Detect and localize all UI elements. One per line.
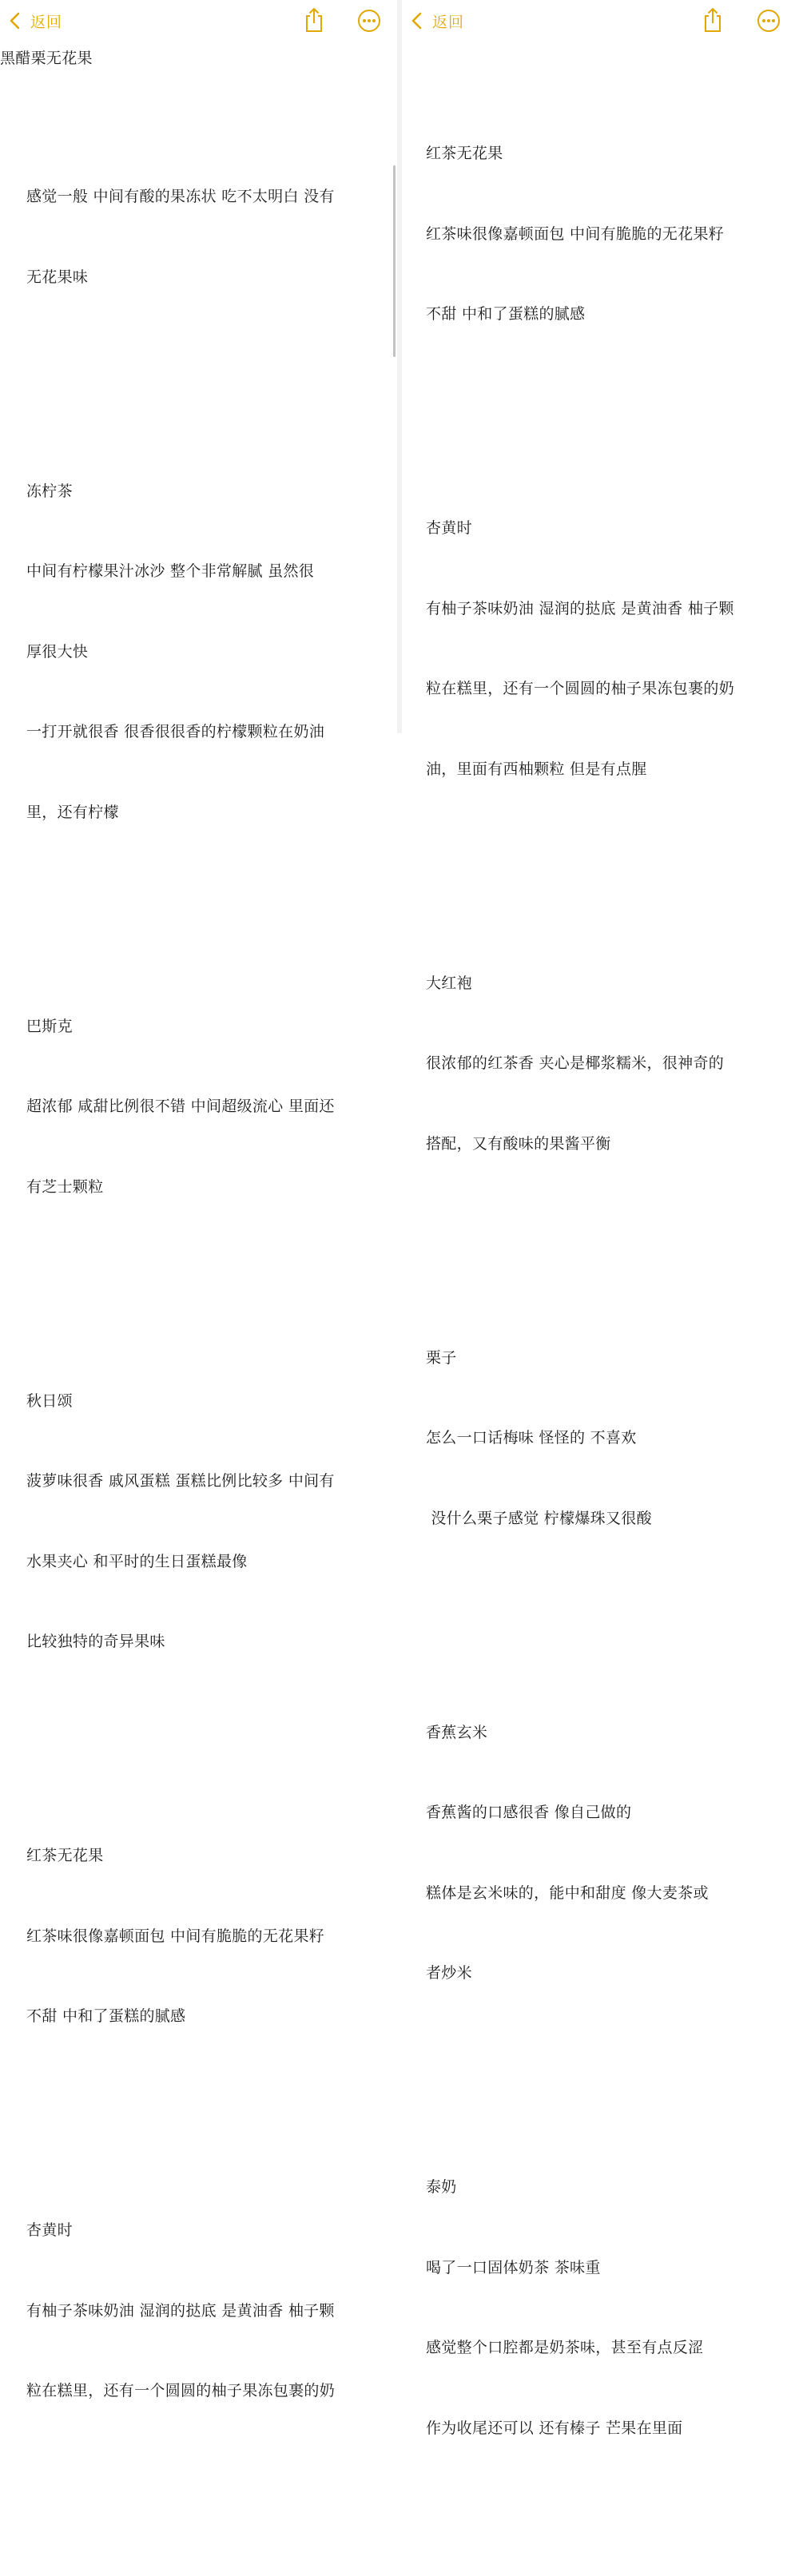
note-line: 感觉一般 中间有酸的果冻状 吃不太明白 没有 xyxy=(26,188,335,205)
more-icon[interactable] xyxy=(357,9,381,33)
note-line: 油，里面有西柚颗粒 但是有点腥 xyxy=(426,760,647,778)
note-line: 有柚子茶味奶油 湿润的挞底 是黄油香 柚子颗 xyxy=(26,2301,335,2320)
nav-bar xyxy=(0,0,397,42)
section-heading: 大红袍 xyxy=(426,974,472,992)
section-heading: 秋日颂 xyxy=(26,1391,73,1410)
section-heading: 杏黄时 xyxy=(26,2221,73,2239)
note-line: 超浓郁 咸甜比例很不错 中间超级流心 里面还 xyxy=(26,1097,335,1115)
note-section xyxy=(426,917,777,1212)
note-line: 粒在糕里，还有一个圆圆的柚子果冻包裹的奶 xyxy=(426,680,735,697)
note-line: 不甜 中和了蛋糕的腻感 xyxy=(426,305,586,323)
nav-bar xyxy=(402,0,799,50)
note-line: 怎么一口话梅味 怪怪的 不喜欢 xyxy=(426,1429,637,1447)
note-line: 粒在糕里，还有一个圆圆的柚子果冻包裹的奶 xyxy=(26,2382,336,2399)
note-line: 厚很大快 xyxy=(26,642,89,661)
note-line: 无花果味 xyxy=(26,268,89,286)
note-line: 有芝士颗粒 xyxy=(26,1177,104,1196)
note-section xyxy=(26,1335,378,1709)
note-body[interactable] xyxy=(26,77,378,2538)
note-line: 者炒米 xyxy=(426,1964,472,1982)
note-line: 有柚子茶味奶油 湿润的挞底 是黄油香 柚子颗 xyxy=(426,599,734,617)
note-title: 黑醋栗无花果 xyxy=(0,50,93,67)
share-icon[interactable] xyxy=(302,6,326,34)
note-section xyxy=(426,462,777,836)
note-line: 里，还有柠檬 xyxy=(26,803,119,821)
note-line: 香蕉酱的口感很香 像自己做的 xyxy=(426,1804,632,1821)
note-line: 喝了一口固体奶茶 茶味重 xyxy=(426,2258,601,2276)
note-line: 红茶味很像嘉顿面包 中间有脆脆的无花果籽 xyxy=(26,1927,325,1945)
section-heading: 冻柠茶 xyxy=(26,482,73,500)
note-line: 搭配，又有酸味的果酱平衡 xyxy=(426,1134,611,1153)
note-pane-left xyxy=(0,0,397,2399)
note-line: 很浓郁的红茶香 夹心是椰浆糯米，很神奇的 xyxy=(426,1054,725,1072)
note-body[interactable] xyxy=(426,34,777,2576)
section-heading: 香蕉玄米 xyxy=(426,1723,488,1741)
note-line: 糕体是玄米味的，能中和甜度 像大麦茶或 xyxy=(426,1883,709,1902)
back-label: 返回 xyxy=(432,13,465,31)
note-line: 作为收尾还可以 还有榛子 芒果在里面 xyxy=(426,2419,683,2437)
back-label: 返回 xyxy=(30,13,63,31)
note-line: 红茶味很像嘉顿面包 中间有脆脆的无花果籽 xyxy=(426,224,725,243)
note-line: 菠萝味很香 戚风蛋糕 蛋糕比例比较多 中间有 xyxy=(26,1472,335,1490)
note-section xyxy=(26,960,378,1255)
section-heading: 杏黄时 xyxy=(426,519,472,537)
note-section xyxy=(426,1666,777,2041)
share-icon[interactable] xyxy=(701,6,725,34)
note-section xyxy=(26,2164,378,2459)
note-line: 不甜 中和了蛋糕的腻感 xyxy=(26,2007,186,2025)
back-button[interactable] xyxy=(410,8,464,34)
note-section xyxy=(426,2121,777,2495)
chevron-left-icon xyxy=(410,11,424,30)
back-button[interactable] xyxy=(8,8,62,34)
note-line: 一打开就很香 很香很很香的柠檬颗粒在奶油 xyxy=(26,723,325,740)
note-pane-right xyxy=(402,0,799,2437)
scroll-indicator[interactable] xyxy=(393,165,396,357)
note-line: 比较独特的奇异果味 xyxy=(26,1633,165,1650)
note-line: 感觉整个口腔都是奶茶味，甚至有点反涩 xyxy=(426,2339,704,2356)
section-heading: 红茶无花果 xyxy=(26,1847,104,1864)
note-line: 水果夹心 和平时的生日蛋糕最像 xyxy=(26,1552,248,1570)
note-line: 中间有柠檬果汁冰沙 整个非常解腻 虽然很 xyxy=(26,562,315,580)
note-section xyxy=(26,425,378,880)
note-section xyxy=(26,130,378,344)
note-section xyxy=(26,1789,378,2084)
more-icon[interactable] xyxy=(757,9,781,33)
section-heading: 栗子 xyxy=(426,1348,457,1367)
section-heading: 巴斯克 xyxy=(26,1017,73,1035)
section-heading: 泰奶 xyxy=(426,2178,457,2196)
note-line: 没什么栗子感觉 柠檬爆珠又很酸 xyxy=(426,1509,652,1527)
section-heading: 红茶无花果 xyxy=(426,145,503,162)
note-section xyxy=(426,87,777,382)
note-section xyxy=(426,1292,777,1586)
chevron-left-icon xyxy=(8,11,22,30)
